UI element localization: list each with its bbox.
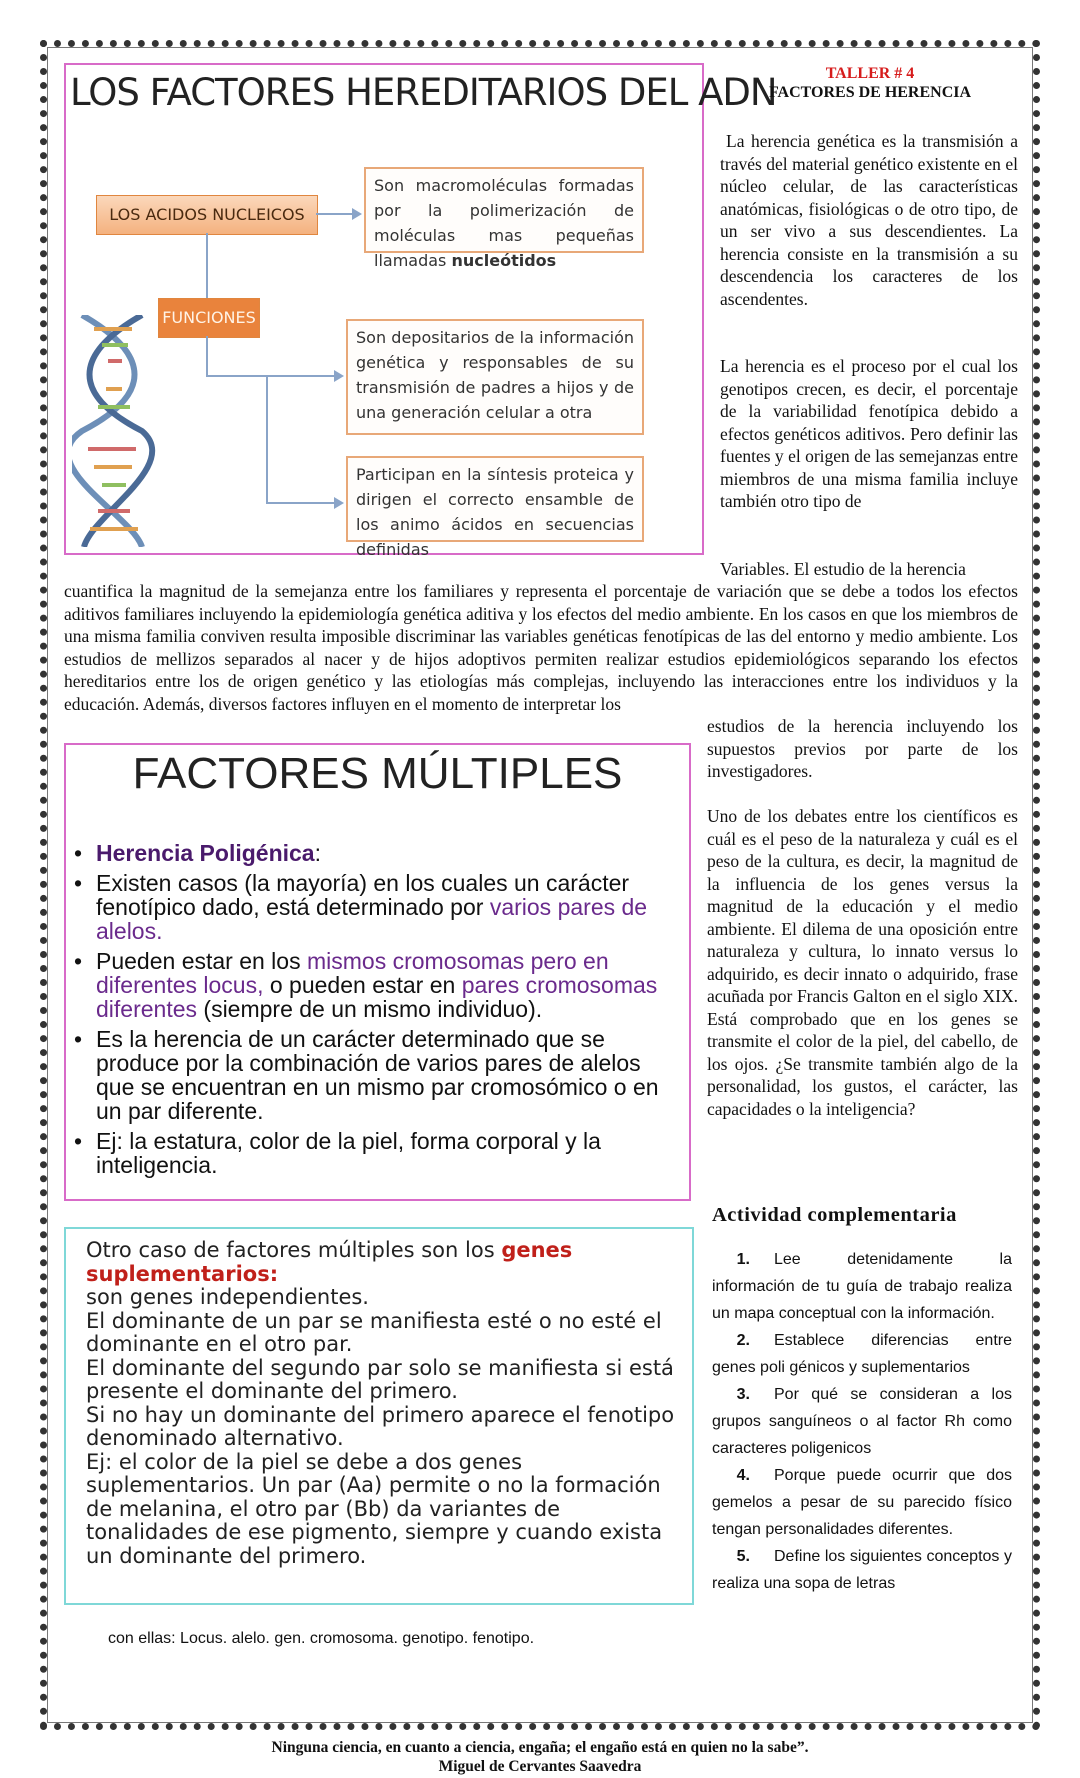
acidos-nucleicos-node: LOS ACIDOS NUCLEICOS	[96, 195, 318, 235]
item-number: 3.	[736, 1386, 750, 1403]
list-text: Es la herencia de un carácter determinado que se produce por la combinación de varios pares de alelos que se encuentran en un mismo par cromosómico o en un par diferente.	[96, 1026, 659, 1124]
concept-map-title: LOS FACTORES HEREDITARIOS DEL ADN	[70, 71, 777, 114]
item-number: 2.	[736, 1332, 750, 1349]
bullet-icon: •	[74, 840, 83, 866]
list-item	[72, 841, 682, 865]
item-number: 1.	[736, 1251, 750, 1268]
arrow-icon	[352, 208, 362, 220]
article-paragraph-2: La herencia es el proceso por el cual los genotipos crecen, es decir, el porcentaje de la variabilidad fenotípica debido a efectos genéticos aditivos. Pero definir las fuentes y el origen de las semejanzas entre miembros de una misma familia incluye también otro tipo de	[720, 356, 1018, 511]
arrow-icon	[334, 370, 344, 382]
list-text: Ej: la estatura, color de la piel, forma corporal y la inteligencia.	[96, 1128, 601, 1178]
quote-author: Miguel de Cervantes Saavedra	[438, 1758, 642, 1775]
article-paragraph-1: La herencia genética es la transmisión a través del material genético existente en el núcleo celular, de las características anatómicas, fisiológicas o de otro tipo, de un ser vivo a sus descendientes. La herencia consiste en la transmisión a su descendencia los caracteres de los ascendentes.	[720, 131, 1018, 309]
bullet-icon: •	[74, 948, 83, 974]
adn-concept-map	[64, 63, 777, 559]
activity-item	[712, 1543, 1012, 1597]
bullet-icon: •	[74, 1026, 83, 1052]
activity-item	[712, 1462, 1012, 1543]
item-text: Por qué se consideran a los grupos sanguíneos o al factor Rh como caracteres poligenicos	[712, 1386, 1012, 1457]
list-item	[72, 1027, 682, 1123]
definition-text: Son macromoléculas formadas por la polimerización de moléculas mas pequeñas llamadas	[374, 176, 634, 270]
activity-item	[712, 1246, 1012, 1327]
highlight-text: mismos cromosomas pero en diferentes locus,	[96, 948, 609, 998]
list-item	[72, 871, 682, 943]
connector-line	[206, 233, 208, 298]
slide-line: El dominante de un par se manifiesta esté o no esté el dominante en el otro par.	[86, 1308, 662, 1356]
activity-title: Actividad complementaria	[712, 1204, 957, 1226]
list-text: Pueden estar en los	[96, 948, 301, 974]
list-text: Existen casos (la mayoría) en los cuales un carácter fenotípico dado, está determinado por	[96, 870, 630, 920]
slide-intro	[86, 1239, 686, 1286]
footer-quote	[0, 1738, 1080, 1776]
activity-continuation: con ellas: Locus. alelo. gen. cromosoma. genotipo. fenotipo.	[108, 1630, 535, 1647]
item-text: Lee detenidamente la información de tu guía de trabajo realiza un mapa conceptual con la información.	[712, 1251, 1012, 1322]
connector-line	[206, 336, 208, 376]
worksheet-header	[720, 64, 1020, 102]
item-text: Establece diferencias entre genes poli génicos y suplementarios	[712, 1332, 1012, 1376]
bullet-icon: •	[74, 1128, 83, 1154]
item-text: Define los siguientes conceptos y realiza una sopa de letras	[712, 1548, 1012, 1592]
connector-line	[266, 377, 268, 503]
list-item	[72, 1129, 682, 1177]
connector-line	[316, 213, 352, 215]
genes-suplementarios-slide	[64, 1227, 694, 1605]
nucleotidos-term: nucleótidos	[451, 251, 557, 270]
activity-item	[712, 1381, 1012, 1462]
item-number: 4.	[736, 1467, 750, 1484]
colon: :	[314, 840, 321, 866]
connector-line	[266, 502, 336, 504]
activity-item	[712, 1327, 1012, 1381]
funciones-node: FUNCIONES	[158, 298, 260, 338]
slide-line: Si no hay un dominante del primero aparece el fenotipo denominado alternativo.	[86, 1402, 675, 1450]
slide-text	[86, 1239, 686, 1568]
arrow-icon	[334, 497, 344, 509]
taller-number: TALLER # 4	[825, 65, 915, 82]
article-paragraph-3-start: Variables. El estudio de la herencia	[720, 559, 966, 579]
slide-title: FACTORES MÚLTIPLES	[132, 749, 623, 798]
slide-line: Ej: el color de la piel se debe a dos genes suplementarios. Un par (Aa) permite o no la formación de melanina, el otro par (Bb) da variantes de tonalidades de ese pigmento, siempre y cuando exista un dominante del primero.	[86, 1449, 663, 1568]
slide-line: El dominante del segundo par solo se manifiesta si está presente el dominante del primero.	[86, 1355, 674, 1403]
intro-text: Otro caso de factores múltiples son los	[86, 1238, 495, 1262]
genes-suplementarios-term: genes suplementarios:	[86, 1238, 573, 1286]
item-number: 5.	[736, 1548, 750, 1565]
herencia-poligenica-term: Herencia Poligénica	[96, 840, 315, 866]
function-box-genetic: Son depositarios de la información genética y responsables de su transmisión de padres a hijos y de una generación celular a otra	[346, 319, 644, 435]
factores-multiples-slide	[64, 743, 691, 1201]
quote-text: Ninguna ciencia, en cuanto a ciencia, engaña; el engaño está en quien no la sabe”.	[271, 1739, 809, 1756]
list-text: o pueden estar en	[269, 972, 456, 998]
list-item	[72, 949, 682, 1021]
bullet-icon: •	[74, 870, 83, 896]
article-paragraph-4: Uno de los debates entre los científicos es cuál es el peso de la naturaleza y cuál es el peso de la cultura, es decir, la magnitud de la influencia de los genes versus la magnitud de la educación y el medio ambiente. El dilema de una oposición entre naturaleza y cultura, lo innato versus lo adquirido, es decir innato o adquirido, frase acuñada por Francis Galton en el siglo XIX. Está comprobado que en los genes se transmite el color de la piel, del cabello, de los ojos. ¿Se transmite también algo de la personalidad, los gustos, el carácter, las capacidades o la inteligencia?	[707, 806, 1018, 1119]
article-paragraph-3: cuantifica la magnitud de la semejanza entre los familiares y representa el porcentaje de variación que se debe a todos los efectos aditivos familiares incluyendo la epidemiología genética aditiva y los efectos del medio ambiente. En los casos en que los miembros de una misma familia conviven resulta imposible discriminar las variables genéticas fenotípicas de las del entorno y medio ambiente. Los estudios de mellizos separados al nacer y de hijos adoptivos permiten realizar estudios epidemiológicos separando los efectos hereditarios entre los de origen genético y las etiologías más complejas, incluyendo las interacciones entre los individuos y la educación. Además, diversos factores influyen en el momento de interpretar los	[64, 581, 1018, 714]
definition-box	[364, 167, 644, 270]
dna-helix-icon	[72, 315, 156, 547]
article-paragraph-3-end: estudios de la herencia incluyendo los supuestos previos por parte de los investigadores.	[707, 716, 1018, 781]
activity-list	[712, 1246, 1012, 1597]
bullet-list	[72, 841, 682, 1183]
highlight-text: varios pares de alelos.	[96, 894, 648, 944]
slide-line: son genes independientes.	[86, 1285, 369, 1309]
worksheet-subtitle: FACTORES DE HERENCIA	[768, 84, 972, 101]
function-box-protein: Participan en la síntesis proteica y dirigen el correcto ensamble de los animo ácidos en secuencias definidas	[346, 456, 644, 542]
item-text: Porque puede ocurrir que dos gemelos a pesar de su parecido físico tengan personalidades diferentes.	[712, 1467, 1012, 1538]
connector-line	[206, 375, 336, 377]
list-text: (siempre de un mismo individuo).	[203, 996, 543, 1022]
highlight-text: pares cromosomas diferentes	[96, 972, 658, 1022]
